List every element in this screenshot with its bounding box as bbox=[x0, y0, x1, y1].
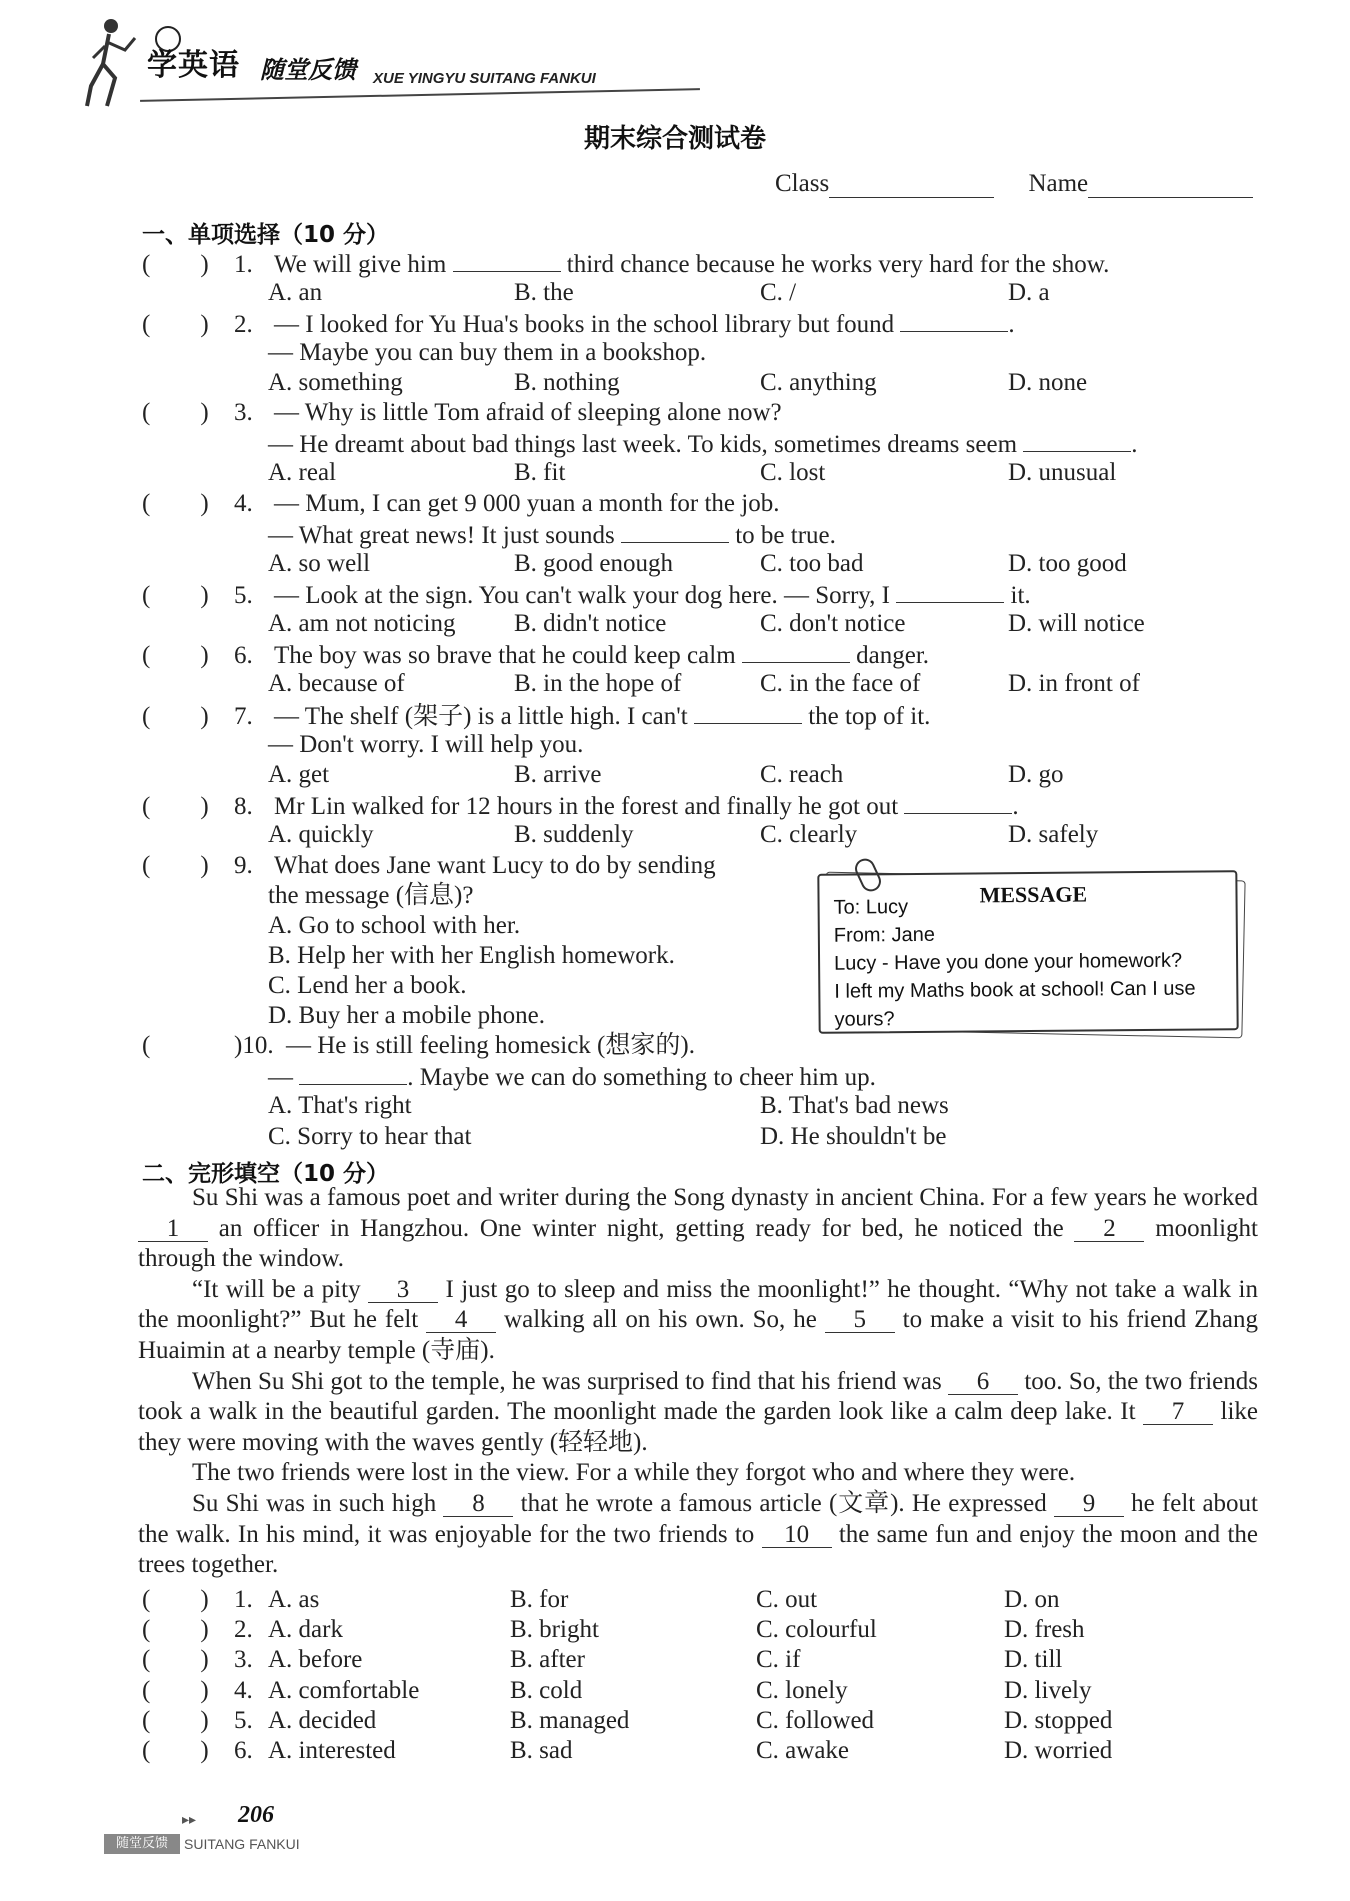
footer-bar bbox=[104, 1834, 300, 1854]
cloze-blank[interactable]: 4 bbox=[426, 1308, 496, 1333]
message-from: From: Jane bbox=[833, 923, 936, 947]
logo-sub-text: 随堂反馈 bbox=[260, 56, 356, 84]
logo-latin-text: XUE YINGYU SUITANG FANKUI bbox=[373, 70, 596, 87]
message-line2: I left my Maths book at school! Can I use bbox=[834, 977, 1196, 1003]
question-4-line2: — What great news! It just sounds to be true. bbox=[268, 519, 836, 551]
cloze-paragraph-2: “It will be a pity 3 I just go to sleep and miss the moonlight!” he thought. “Why not take a walk in the moonlight?” But he felt 4 walking all on his own. So, he 5 to make a visit to his friend Zhang Huaimin at a nearby temple (寺庙). bbox=[138, 1275, 1258, 1364]
message-to: To: Lucy bbox=[833, 896, 909, 919]
logo-main-text: 学英语 bbox=[147, 48, 240, 83]
class-blank[interactable] bbox=[829, 172, 994, 198]
question-6: ( ) 6. The boy was so brave that he could keep calm danger. bbox=[142, 639, 929, 671]
message-line1: Lucy - Have you done your homework? bbox=[833, 949, 1183, 975]
answer-blank[interactable] bbox=[896, 579, 1004, 603]
cloze-paragraph-3: When Su Shi got to the temple, he was surprised to find that his friend was 6 too. So, the two friends took a walk in the beautiful garden. The moonlight made the garden look like a calm deep lake. It 7 like they were moving with the waves gently (轻轻地). bbox=[138, 1367, 1258, 1456]
answer-blank[interactable] bbox=[694, 700, 802, 724]
name-blank[interactable] bbox=[1088, 172, 1253, 198]
option-9c: C. Lend her a book. bbox=[268, 972, 467, 999]
logo-underline bbox=[140, 88, 700, 102]
class-label: Class bbox=[775, 170, 830, 197]
cloze-blank[interactable]: 6 bbox=[948, 1370, 1018, 1395]
header-logo bbox=[85, 16, 685, 111]
cloze-blank[interactable]: 5 bbox=[825, 1308, 895, 1333]
answer-blank[interactable] bbox=[1023, 428, 1131, 452]
cloze-question-6: ( ) 6. A. interested B. sad C. awake D. worried bbox=[142, 1737, 1113, 1764]
cloze-question-2: ( ) 2. A. dark B. bright C. colourful D. fresh bbox=[142, 1616, 1085, 1643]
cloze-blank[interactable]: 2 bbox=[1074, 1217, 1144, 1242]
question-7-line2: — Don't worry. I will help you. bbox=[268, 731, 584, 758]
message-card bbox=[818, 868, 1250, 1038]
footer-latin: SUITANG FANKUI bbox=[184, 1836, 300, 1852]
question-3: ( ) 3. — Why is little Tom afraid of sleeping alone now? bbox=[142, 399, 782, 426]
question-8: ( ) 8. Mr Lin walked for 12 hours in the forest and finally he got out . bbox=[142, 790, 1019, 822]
question-4: ( ) 4. — Mum, I can get 9 000 yuan a month for the job. bbox=[142, 490, 780, 517]
cloze-blank[interactable]: 9 bbox=[1054, 1492, 1124, 1517]
question-5: ( ) 5. — Look at the sign. You can't walk your dog here. — Sorry, I it. bbox=[142, 579, 1031, 611]
page-title: 期末综合测试卷 bbox=[583, 124, 766, 154]
cloze-question-3: ( ) 3. A. before B. after C. if D. till bbox=[142, 1646, 1063, 1673]
cloze-paragraph-4: The two friends were lost in the view. For a while they forgot who and where they were. bbox=[192, 1459, 1076, 1487]
section2-heading: 二、完形填空（10 分） bbox=[142, 1161, 390, 1187]
student-info bbox=[775, 170, 1253, 198]
message-text bbox=[833, 891, 1195, 1034]
cloze-paragraph-1: Su Shi was a famous poet and writer during the Song dynasty in ancient China. For a few years he worked 1 an officer in Hangzhou. One winter night, getting ready for bed, he noticed the 2 moonlight through the window. bbox=[138, 1184, 1258, 1273]
message-card-body bbox=[817, 870, 1238, 1034]
answer-blank[interactable] bbox=[904, 790, 1012, 814]
footer-tag: 随堂反馈 bbox=[104, 1834, 180, 1854]
page-number: 206 bbox=[238, 1802, 274, 1828]
answer-blank[interactable] bbox=[900, 308, 1008, 332]
question-10: ( )10. — He is still feeling homesick (想家的). bbox=[142, 1032, 695, 1059]
question-9-line2: the message (信息)? bbox=[268, 882, 474, 909]
answer-blank[interactable] bbox=[299, 1061, 407, 1085]
option-9a: A. Go to school with her. bbox=[268, 912, 521, 939]
question-10-line2: — . Maybe we can do something to cheer him up. bbox=[268, 1061, 876, 1093]
answer-blank[interactable] bbox=[453, 248, 561, 272]
answer-blank[interactable] bbox=[621, 519, 729, 543]
cloze-question-1: ( ) 1. A. as B. for C. out D. on bbox=[142, 1586, 1060, 1613]
cloze-blank[interactable]: 3 bbox=[368, 1278, 438, 1303]
question-3-line2: — He dreamt about bad things last week. To kids, sometimes dreams seem . bbox=[268, 428, 1138, 460]
question-1: ( ) 1. We will give him third chance because he works very hard for the show. bbox=[142, 248, 1109, 280]
message-line3: yours? bbox=[834, 1008, 895, 1031]
question-2-line2: — Maybe you can buy them in a bookshop. bbox=[268, 339, 707, 366]
section1-heading: 一、单项选择（10 分） bbox=[142, 222, 390, 248]
cloze-blank[interactable]: 8 bbox=[443, 1492, 513, 1517]
runner-icon bbox=[85, 16, 145, 108]
cloze-blank[interactable]: 10 bbox=[762, 1523, 832, 1548]
question-2: ( ) 2. — I looked for Yu Hua's books in the school library but found . bbox=[142, 308, 1015, 340]
answer-blank[interactable] bbox=[742, 639, 850, 663]
name-label: Name bbox=[1028, 170, 1089, 197]
double-arrow-icon: ▸▸ bbox=[182, 1812, 197, 1828]
cloze-blank[interactable]: 7 bbox=[1143, 1400, 1213, 1425]
message-title: MESSAGE bbox=[979, 881, 1088, 908]
option-9d: D. Buy her a mobile phone. bbox=[268, 1002, 546, 1029]
cloze-blank[interactable]: 1 bbox=[138, 1217, 208, 1242]
cloze-question-4: ( ) 4. A. comfortable B. cold C. lonely D. lively bbox=[142, 1677, 1092, 1704]
question-9: ( ) 9. What does Jane want Lucy to do by sending bbox=[142, 852, 716, 879]
question-7: ( ) 7. — The shelf (架子) is a little high. I can't the top of it. bbox=[142, 700, 930, 732]
cloze-question-5: ( ) 5. A. decided B. managed C. followed D. stopped bbox=[142, 1707, 1113, 1734]
option-9b: B. Help her with her English homework. bbox=[268, 942, 675, 969]
cloze-paragraph-5: Su Shi was in such high 8 that he wrote a famous article (文章). He expressed 9 he felt about the walk. In his mind, it was enjoyable for the two friends to 10 the same fun and enjoy the moon and the trees together. bbox=[138, 1489, 1258, 1579]
cloze-passage bbox=[138, 1183, 1258, 1581]
